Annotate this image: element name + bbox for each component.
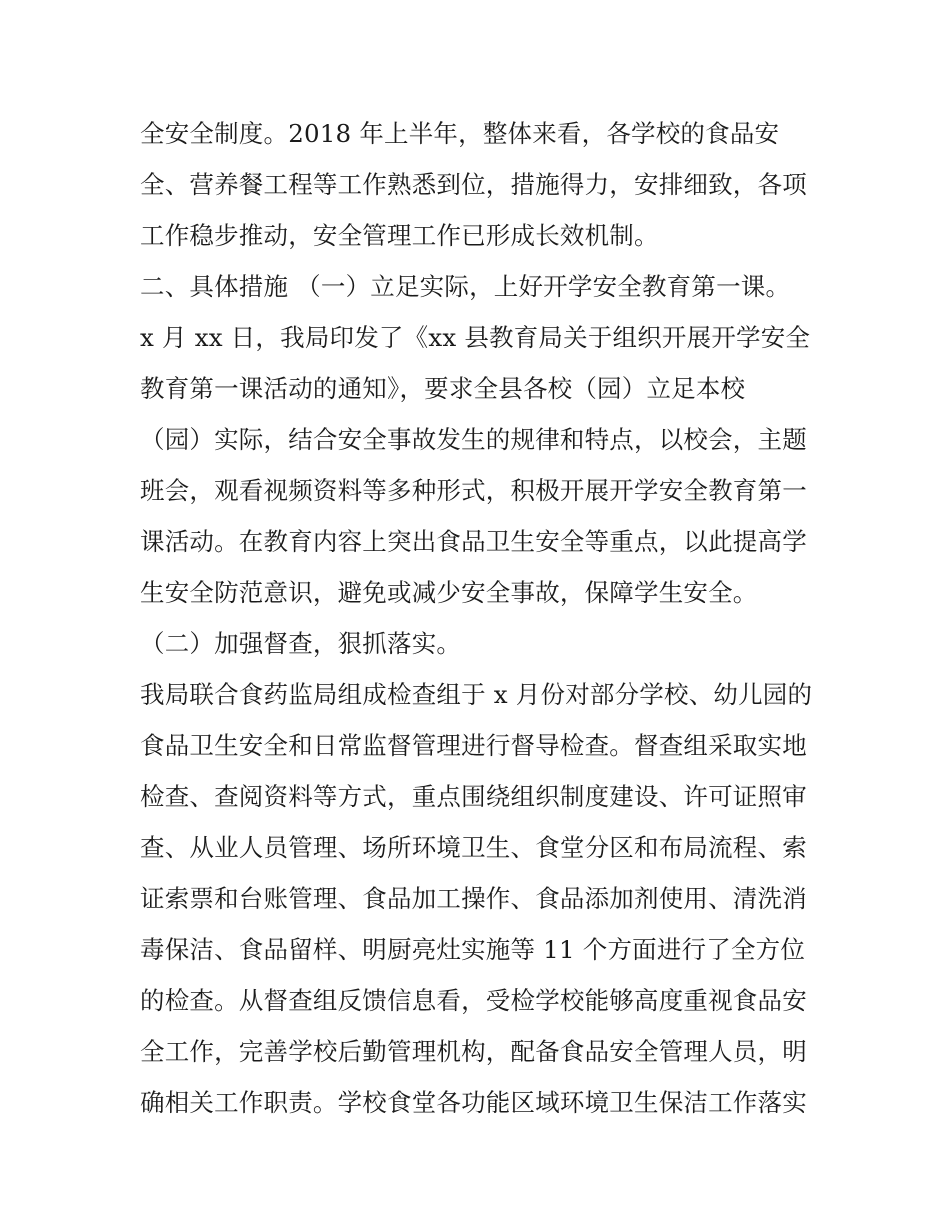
- text-line: 的检查。从督查组反馈信息看，受检学校能够高度重视食品安: [140, 986, 807, 1015]
- text-line: 教育第一课活动的通知》，要求全县各校（园）立足本校: [140, 374, 746, 403]
- text-line: （园）实际，结合安全事故发生的规律和特点，以校会，主题: [140, 425, 807, 454]
- text-line: 全工作，完善学校后勤管理机构，配备食品安全管理人员，明: [140, 1037, 807, 1066]
- text-line: 检查、查阅资料等方式，重点围绕组织制度建设、许可证照审: [140, 782, 807, 811]
- text-line: 证索票和台账管理、食品加工操作、食品添加剂使用、清洗消: [140, 884, 807, 913]
- body-text: [140, 108, 830, 1128]
- subsection-heading-line: （二）加强督查，狠抓落实。: [140, 629, 462, 658]
- text-line: 全、营养餐工程等工作熟悉到位，措施得力，安排细致，各项: [140, 170, 807, 199]
- text-line: 班会，观看视频资料等多种形式，积极开展开学安全教育第一: [140, 476, 807, 505]
- text-line: x 月 xx 日，我局印发了《xx 县教育局关于组织开展开学安全: [140, 323, 811, 352]
- text-line: 确相关工作职责。学校食堂各功能区域环境卫生保洁工作落实: [140, 1088, 807, 1117]
- text-line: 我局联合食药监局组成检查组于 x 月份对部分学校、幼儿园的: [140, 680, 813, 709]
- text-line: 全安全制度。2018 年上半年，整体来看，各学校的食品安: [140, 119, 780, 148]
- text-line: 查、从业人员管理、场所环境卫生、食堂分区和布局流程、索: [140, 833, 807, 862]
- text-line: 食品卫生安全和日常监督管理进行督导检查。督查组采取实地: [140, 731, 807, 760]
- text-line: 生安全防范意识，避免或减少安全事故，保障学生安全。: [140, 578, 758, 607]
- section-heading-line: 二、具体措施 （一）立足实际，上好开学安全教育第一课。: [140, 272, 791, 301]
- text-line: 工作稳步推动，安全管理工作已形成长效机制。: [140, 221, 659, 250]
- text-line: 毒保洁、食品留样、明厨亮灶实施等 11 个方面进行了全方位: [140, 935, 806, 964]
- text-line: 课活动。在教育内容上突出食品卫生安全等重点，以此提高学: [140, 527, 807, 556]
